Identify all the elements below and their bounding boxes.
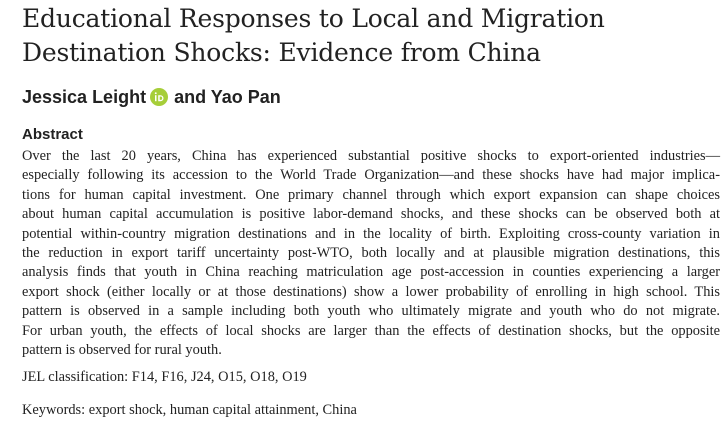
article-header bbox=[22, 0, 722, 419]
author-list bbox=[22, 86, 722, 108]
keywords: Keywords: export shock, human capital attainment, China bbox=[22, 402, 357, 419]
abstract-line: especially following its accession to the World Trade Organization—and these shocks have had major implica- bbox=[22, 167, 720, 184]
abstract-line: Over the last 20 years, China has experienced substantial positive shocks to export-oriented industries— bbox=[22, 148, 720, 164]
title-line-1: Educational Responses to Local and Migration bbox=[22, 4, 605, 33]
author-name-2: and Yao Pan bbox=[174, 86, 281, 107]
abstract-line: export shock (either locally or at those destinations) show a lower probability of enrolling in high school. This bbox=[22, 283, 720, 300]
abstract-text bbox=[22, 147, 720, 360]
title-line-2: Destination Shocks: Evidence from China bbox=[22, 38, 541, 67]
abstract-line: analysis finds that youth in China reaching matriculation age post-accession in counties experiencing a larger bbox=[22, 264, 720, 281]
abstract-line: For urban youth, the effects of local shocks are larger than the effects of destination shocks, but the opposite bbox=[22, 322, 720, 339]
abstract-line: potential within-country migration destinations and in the locality of birth. Exploiting cross-county variation in bbox=[22, 225, 720, 242]
jel-classification: JEL classification: F14, F16, J24, O15, O18, O19 bbox=[22, 369, 307, 386]
abstract-heading: Abstract bbox=[22, 126, 83, 143]
article-title bbox=[22, 0, 722, 70]
abstract-line: the reduction in export tariff uncertainty post-WTO, both locally and at plausible migration destinations, this bbox=[22, 245, 720, 262]
abstract-line: pattern is observed in a sample including both youth who ultimately migrate and youth who do not migrate. bbox=[22, 303, 720, 320]
abstract-line: tions for human capital investment. One primary channel through which export expansion can shape choices bbox=[22, 186, 720, 203]
abstract-line: pattern is observed for rural youth. bbox=[22, 342, 222, 359]
author-name-1: Jessica Leight bbox=[22, 86, 147, 107]
abstract-line: about human capital accumulation is positive labor-demand shocks, and these shocks can be observed both at bbox=[22, 206, 720, 223]
orcid-icon[interactable] bbox=[150, 88, 168, 106]
